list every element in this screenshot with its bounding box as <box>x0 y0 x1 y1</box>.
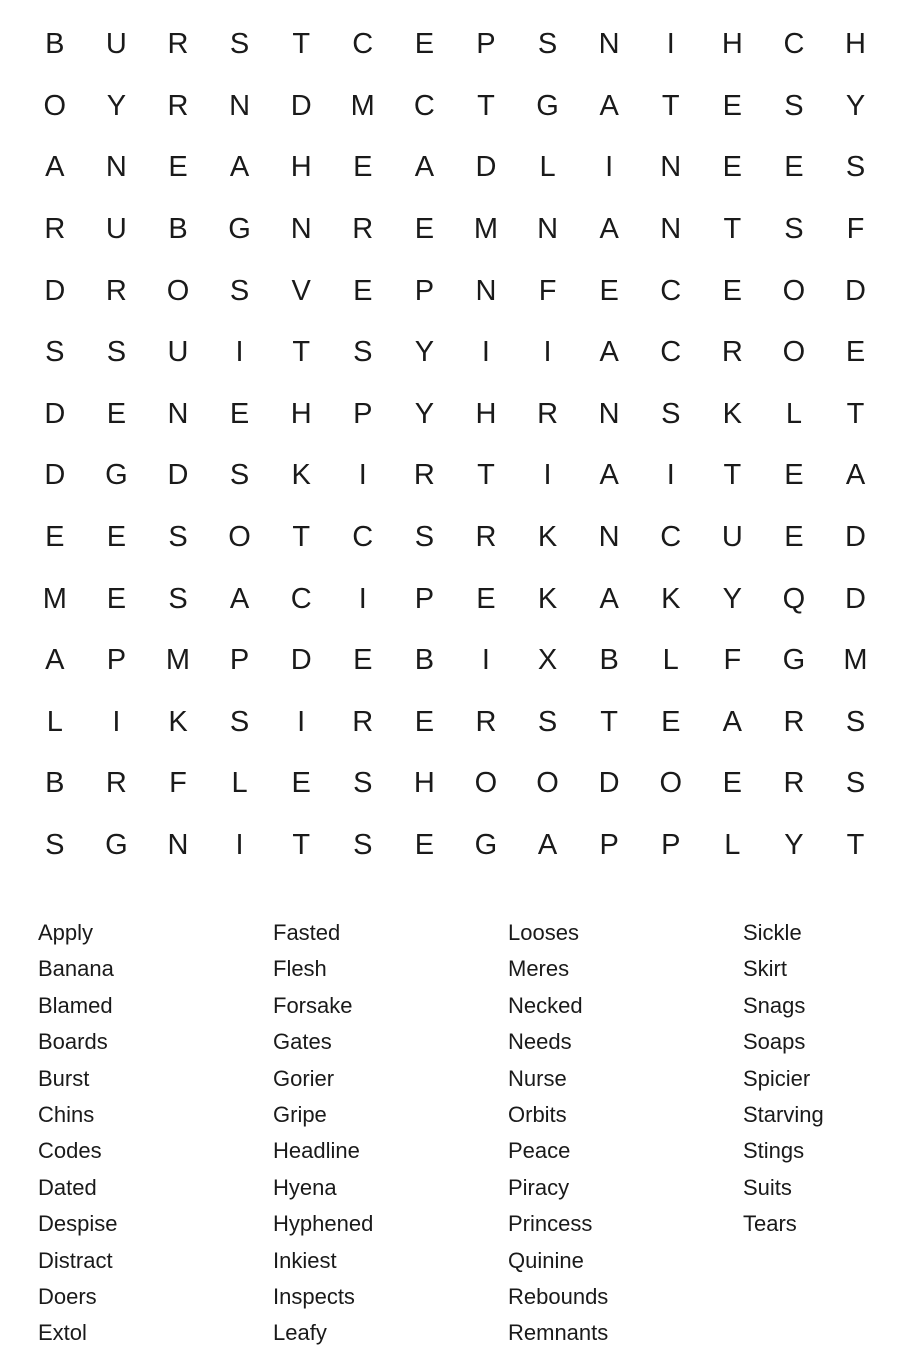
grid-cell[interactable]: R <box>44 213 66 246</box>
grid-cell[interactable]: S <box>845 767 866 800</box>
grid-cell[interactable]: E <box>722 767 742 800</box>
grid-cell[interactable]: T <box>292 336 311 369</box>
grid-cell[interactable]: O <box>659 767 683 800</box>
word-list-item: Sickle <box>743 920 802 945</box>
grid-cell[interactable]: K <box>168 705 188 738</box>
grid-cell[interactable]: B <box>414 644 435 677</box>
grid-cell[interactable]: H <box>845 28 866 61</box>
word-list-item: Codes <box>38 1138 102 1164</box>
grid-cell[interactable]: S <box>229 705 250 738</box>
grid-cell[interactable]: R <box>352 705 374 738</box>
grid-cell[interactable]: N <box>660 151 682 184</box>
grid-cell[interactable]: I <box>605 151 614 184</box>
grid-cell[interactable]: G <box>228 213 251 246</box>
grid-cell[interactable]: A <box>722 705 742 738</box>
word-list-item: Fasted <box>273 920 341 945</box>
grid-cell[interactable]: E <box>722 274 742 307</box>
word-list-item: Looses <box>508 920 579 945</box>
grid-cell[interactable]: G <box>105 459 128 492</box>
word-list-item: Chins <box>38 1101 95 1127</box>
grid-cell[interactable]: A <box>414 151 435 184</box>
grid-cell[interactable]: N <box>105 151 127 184</box>
grid-cell[interactable]: E <box>661 705 681 738</box>
grid-cell[interactable]: G <box>105 829 128 862</box>
grid-cell[interactable]: N <box>229 89 251 122</box>
word-list-item: Princess <box>508 1211 593 1237</box>
grid-cell[interactable]: S <box>845 705 866 738</box>
grid-cell[interactable]: R <box>475 705 497 738</box>
grid-cell[interactable]: K <box>537 582 558 615</box>
grid-cell[interactable]: E <box>599 274 619 307</box>
grid-cell[interactable]: O <box>228 521 251 554</box>
word-list-item: Hyphened <box>273 1211 374 1237</box>
grid-cell[interactable]: E <box>106 582 127 615</box>
grid-cell[interactable]: D <box>845 274 866 307</box>
word-list-item: Extol <box>38 1320 87 1346</box>
grid-cell[interactable]: S <box>414 521 435 554</box>
grid-cell[interactable]: D <box>167 459 189 492</box>
grid-cell[interactable]: M <box>350 89 375 122</box>
grid-cell[interactable]: E <box>353 151 373 184</box>
word-list-item: Gripe <box>273 1101 327 1127</box>
grid-cell[interactable]: E <box>784 459 804 492</box>
grid-cell[interactable]: P <box>229 644 250 677</box>
grid-cell[interactable]: B <box>599 644 619 677</box>
grid-cell[interactable]: T <box>477 89 495 122</box>
grid-cell[interactable]: L <box>46 705 63 738</box>
grid-cell[interactable]: N <box>598 521 620 554</box>
word-list-item: Burst <box>38 1065 90 1091</box>
grid-cell[interactable]: E <box>845 336 866 369</box>
grid-cell[interactable]: E <box>784 151 804 184</box>
word-list-item: Inkiest <box>273 1247 337 1273</box>
word-list-item: Boards <box>38 1029 108 1055</box>
grid-cell[interactable]: C <box>413 89 435 122</box>
grid-cell[interactable]: T <box>661 89 680 122</box>
grid-cell[interactable]: I <box>235 336 244 369</box>
grid-cell[interactable]: R <box>783 767 805 800</box>
grid-cell[interactable]: A <box>599 336 619 369</box>
grid-cell[interactable]: F <box>169 767 187 800</box>
grid-cell[interactable]: G <box>474 829 498 862</box>
grid-cell[interactable]: T <box>477 459 495 492</box>
grid-cell[interactable]: E <box>353 274 373 307</box>
grid-cell[interactable]: S <box>106 336 127 369</box>
word-list-item: Stings <box>743 1138 805 1164</box>
grid-cell[interactable]: N <box>537 213 559 246</box>
grid-cell[interactable]: I <box>358 582 367 615</box>
grid-cell[interactable]: P <box>661 829 681 862</box>
grid-cell[interactable]: F <box>723 644 742 677</box>
word-list-item: Piracy <box>508 1174 570 1200</box>
grid-cell[interactable]: G <box>782 644 806 677</box>
grid-cell[interactable]: S <box>784 89 804 122</box>
word-list-item: Inspects <box>273 1283 355 1309</box>
grid-cell[interactable]: I <box>481 644 490 677</box>
word-list-item: Banana <box>38 956 114 982</box>
grid-cell[interactable]: L <box>662 644 679 677</box>
grid-cell[interactable]: I <box>666 28 675 61</box>
grid-cell[interactable]: R <box>783 705 805 738</box>
grid-cell[interactable]: I <box>543 459 552 492</box>
grid-cell[interactable]: S <box>229 459 250 492</box>
grid-cell[interactable]: A <box>537 829 558 862</box>
grid-cell[interactable]: P <box>476 28 496 61</box>
word-list-item: Tears <box>743 1211 797 1237</box>
grid-cell[interactable]: Q <box>782 582 806 615</box>
grid-cell[interactable]: K <box>537 521 558 554</box>
grid-cell[interactable]: U <box>105 213 127 246</box>
word-list-item: Rebounds <box>508 1283 609 1309</box>
grid-cell[interactable]: M <box>473 213 499 246</box>
grid-cell[interactable]: S <box>661 397 681 430</box>
grid-cell[interactable]: R <box>721 336 743 369</box>
grid-cell[interactable]: T <box>292 829 311 862</box>
grid-cell[interactable]: U <box>167 336 189 369</box>
grid-cell[interactable]: L <box>724 829 741 862</box>
grid-cell[interactable]: S <box>537 705 558 738</box>
grid-cell[interactable]: E <box>106 521 127 554</box>
grid-cell[interactable]: R <box>413 459 435 492</box>
grid-cell[interactable]: C <box>290 582 312 615</box>
grid-cell[interactable]: S <box>353 829 373 862</box>
grid-cell[interactable]: L <box>785 397 802 430</box>
grid-cell[interactable]: A <box>599 459 619 492</box>
grid-cell[interactable]: T <box>723 213 742 246</box>
grid-cell[interactable]: A <box>45 644 65 677</box>
grid-cell[interactable]: N <box>167 829 189 862</box>
word-column <box>273 915 508 1352</box>
grid-cell[interactable]: X <box>537 644 558 677</box>
grid-cell[interactable]: P <box>414 582 435 615</box>
grid-cell[interactable]: Y <box>414 336 435 369</box>
grid-cell[interactable]: V <box>291 274 311 307</box>
grid-cell[interactable]: U <box>105 28 127 61</box>
word-list-item: Remnants <box>508 1320 609 1346</box>
grid-cell[interactable]: G <box>536 89 559 122</box>
grid-cell[interactable]: E <box>414 28 435 61</box>
grid-cell[interactable]: E <box>476 582 496 615</box>
word-column <box>508 915 743 1352</box>
grid-cell[interactable]: E <box>45 521 65 554</box>
grid-cell[interactable]: B <box>168 213 188 246</box>
grid-cell[interactable]: O <box>536 767 559 800</box>
grid-cell[interactable]: A <box>599 582 619 615</box>
grid-cell[interactable]: T <box>723 459 742 492</box>
grid-cell[interactable]: D <box>845 521 866 554</box>
word-list-item: Gates <box>273 1029 332 1055</box>
grid-cell[interactable]: E <box>784 521 804 554</box>
word-list-item: Nurse <box>508 1065 567 1091</box>
word-list <box>38 915 898 1352</box>
grid-cell[interactable]: I <box>112 705 121 738</box>
grid-cell[interactable]: E <box>722 151 742 184</box>
grid-cell[interactable]: E <box>414 213 435 246</box>
grid-cell[interactable]: I <box>666 459 675 492</box>
grid-cell[interactable]: K <box>291 459 311 492</box>
grid-cell[interactable]: Y <box>414 397 435 430</box>
grid-cell[interactable]: A <box>45 151 65 184</box>
grid-cell[interactable]: P <box>414 274 435 307</box>
grid-cell[interactable]: P <box>106 644 127 677</box>
grid-cell[interactable]: T <box>292 28 311 61</box>
word-list-item: Suits <box>743 1174 792 1200</box>
grid-cell[interactable]: D <box>44 459 66 492</box>
grid-cell[interactable]: D <box>290 644 312 677</box>
grid-cell[interactable]: N <box>660 213 682 246</box>
grid-cell[interactable]: H <box>475 397 497 430</box>
word-list-item: Apply <box>38 920 94 945</box>
grid-cell[interactable]: E <box>168 151 188 184</box>
grid-cell[interactable]: R <box>537 397 559 430</box>
word-column <box>743 915 898 1352</box>
word-list-item: Skirt <box>743 956 787 982</box>
grid-cell[interactable]: N <box>475 274 497 307</box>
grid-cell[interactable]: S <box>45 336 65 369</box>
word-list-item: Needs <box>508 1029 572 1055</box>
grid-cell[interactable]: F <box>538 274 557 307</box>
grid-cell[interactable]: A <box>229 151 250 184</box>
word-list-item: Flesh <box>273 956 327 982</box>
grid-cell[interactable]: H <box>290 397 312 430</box>
grid-cell[interactable]: D <box>44 274 66 307</box>
word-list-item: Snags <box>743 992 806 1018</box>
grid-cell[interactable]: D <box>845 582 866 615</box>
grid-cell[interactable]: R <box>105 767 127 800</box>
grid-cell[interactable]: T <box>292 521 311 554</box>
grid-cell[interactable]: R <box>167 28 189 61</box>
grid-cell[interactable]: U <box>721 521 743 554</box>
grid-cell[interactable]: C <box>352 521 374 554</box>
grid-cell[interactable]: B <box>45 767 65 800</box>
grid-cell[interactable]: F <box>846 213 865 246</box>
grid-cell[interactable]: S <box>45 829 65 862</box>
grid-cell[interactable]: S <box>168 582 188 615</box>
grid-cell[interactable]: I <box>543 336 552 369</box>
grid-cell[interactable]: H <box>721 28 743 61</box>
word-list-item: Necked <box>508 992 583 1018</box>
grid-cell[interactable]: A <box>599 89 619 122</box>
grid-cell[interactable]: M <box>843 644 868 677</box>
grid-cell[interactable]: E <box>414 705 435 738</box>
word-list-item: Starving <box>743 1101 824 1127</box>
grid-cell[interactable]: I <box>481 336 490 369</box>
grid-cell[interactable]: S <box>784 213 804 246</box>
grid-cell[interactable]: O <box>166 274 190 307</box>
letter-grid <box>24 14 886 876</box>
grid-cell[interactable]: T <box>846 397 865 430</box>
grid-cell[interactable]: E <box>229 397 250 430</box>
word-list-item: Doers <box>38 1283 97 1309</box>
grid-cell[interactable]: S <box>353 336 373 369</box>
grid-cell[interactable]: C <box>660 336 682 369</box>
grid-cell[interactable]: I <box>297 705 306 738</box>
grid-cell[interactable]: T <box>600 705 618 738</box>
grid-cell[interactable]: E <box>722 89 742 122</box>
word-list-item: Leafy <box>273 1320 327 1346</box>
word-list-item: Despise <box>38 1211 118 1237</box>
grid-cell[interactable]: C <box>352 28 374 61</box>
grid-cell[interactable]: S <box>229 274 250 307</box>
grid-cell[interactable]: P <box>353 397 373 430</box>
grid-cell[interactable]: L <box>231 767 248 800</box>
grid-cell[interactable]: C <box>660 521 682 554</box>
grid-cell[interactable]: O <box>43 89 67 122</box>
grid-cell[interactable]: A <box>229 582 250 615</box>
word-list-item: Distract <box>38 1247 113 1273</box>
grid-cell[interactable]: B <box>45 28 65 61</box>
grid-cell[interactable]: N <box>167 397 189 430</box>
grid-cell[interactable]: C <box>660 274 682 307</box>
grid-cell[interactable]: M <box>165 644 191 677</box>
word-list-item: Quinine <box>508 1247 584 1273</box>
grid-cell[interactable]: S <box>537 28 558 61</box>
grid-cell[interactable]: R <box>167 89 189 122</box>
grid-cell[interactable]: S <box>845 151 866 184</box>
grid-cell[interactable]: Y <box>106 89 127 122</box>
word-list-item: Soaps <box>743 1029 806 1055</box>
grid-cell[interactable]: A <box>845 459 866 492</box>
word-list-item: Headline <box>273 1138 360 1164</box>
word-list-item: Forsake <box>273 992 353 1018</box>
grid-cell[interactable]: S <box>229 28 250 61</box>
grid-cell[interactable]: O <box>474 767 498 800</box>
word-column <box>38 915 273 1352</box>
grid-cell[interactable]: E <box>291 767 311 800</box>
grid-cell[interactable]: Y <box>784 829 804 862</box>
grid-cell[interactable]: I <box>235 829 244 862</box>
grid-cell[interactable]: L <box>539 151 556 184</box>
grid-cell[interactable]: D <box>44 397 66 430</box>
grid-cell[interactable]: O <box>782 274 806 307</box>
grid-cell[interactable]: D <box>598 767 620 800</box>
grid-cell[interactable]: E <box>353 644 373 677</box>
grid-cell[interactable]: Y <box>845 89 866 122</box>
grid-cell[interactable]: O <box>782 336 806 369</box>
grid-cell[interactable]: K <box>661 582 681 615</box>
word-list-item: Spicier <box>743 1065 811 1091</box>
grid-cell[interactable]: R <box>352 213 374 246</box>
grid-cell[interactable]: S <box>353 767 373 800</box>
grid-cell[interactable]: H <box>413 767 435 800</box>
grid-cell[interactable]: H <box>290 151 312 184</box>
grid-cell[interactable]: C <box>783 28 805 61</box>
word-list-item: Peace <box>508 1138 571 1164</box>
grid-cell[interactable]: P <box>599 829 619 862</box>
word-list-item: Hyena <box>273 1174 337 1200</box>
grid-cell[interactable]: I <box>358 459 367 492</box>
grid-cell[interactable]: D <box>475 151 497 184</box>
grid-cell[interactable]: R <box>105 274 127 307</box>
grid-cell[interactable]: T <box>846 829 865 862</box>
word-list-item: Orbits <box>508 1101 567 1127</box>
word-list-item: Dated <box>38 1174 97 1200</box>
grid-cell[interactable]: A <box>599 213 619 246</box>
word-list-item: Meres <box>508 956 570 982</box>
grid-cell[interactable]: R <box>475 521 497 554</box>
grid-cell[interactable]: N <box>290 213 312 246</box>
grid-cell[interactable]: Y <box>722 582 742 615</box>
grid-cell[interactable]: E <box>106 397 127 430</box>
word-list-item: Blamed <box>38 992 113 1018</box>
grid-cell[interactable]: E <box>414 829 435 862</box>
grid-cell[interactable]: M <box>42 582 67 615</box>
word-list-item: Gorier <box>273 1065 335 1091</box>
grid-cell[interactable]: D <box>290 89 312 122</box>
grid-cell[interactable]: S <box>168 521 188 554</box>
grid-cell[interactable]: K <box>722 397 742 430</box>
grid-cell[interactable]: N <box>598 397 620 430</box>
grid-cell[interactable]: N <box>598 28 620 61</box>
